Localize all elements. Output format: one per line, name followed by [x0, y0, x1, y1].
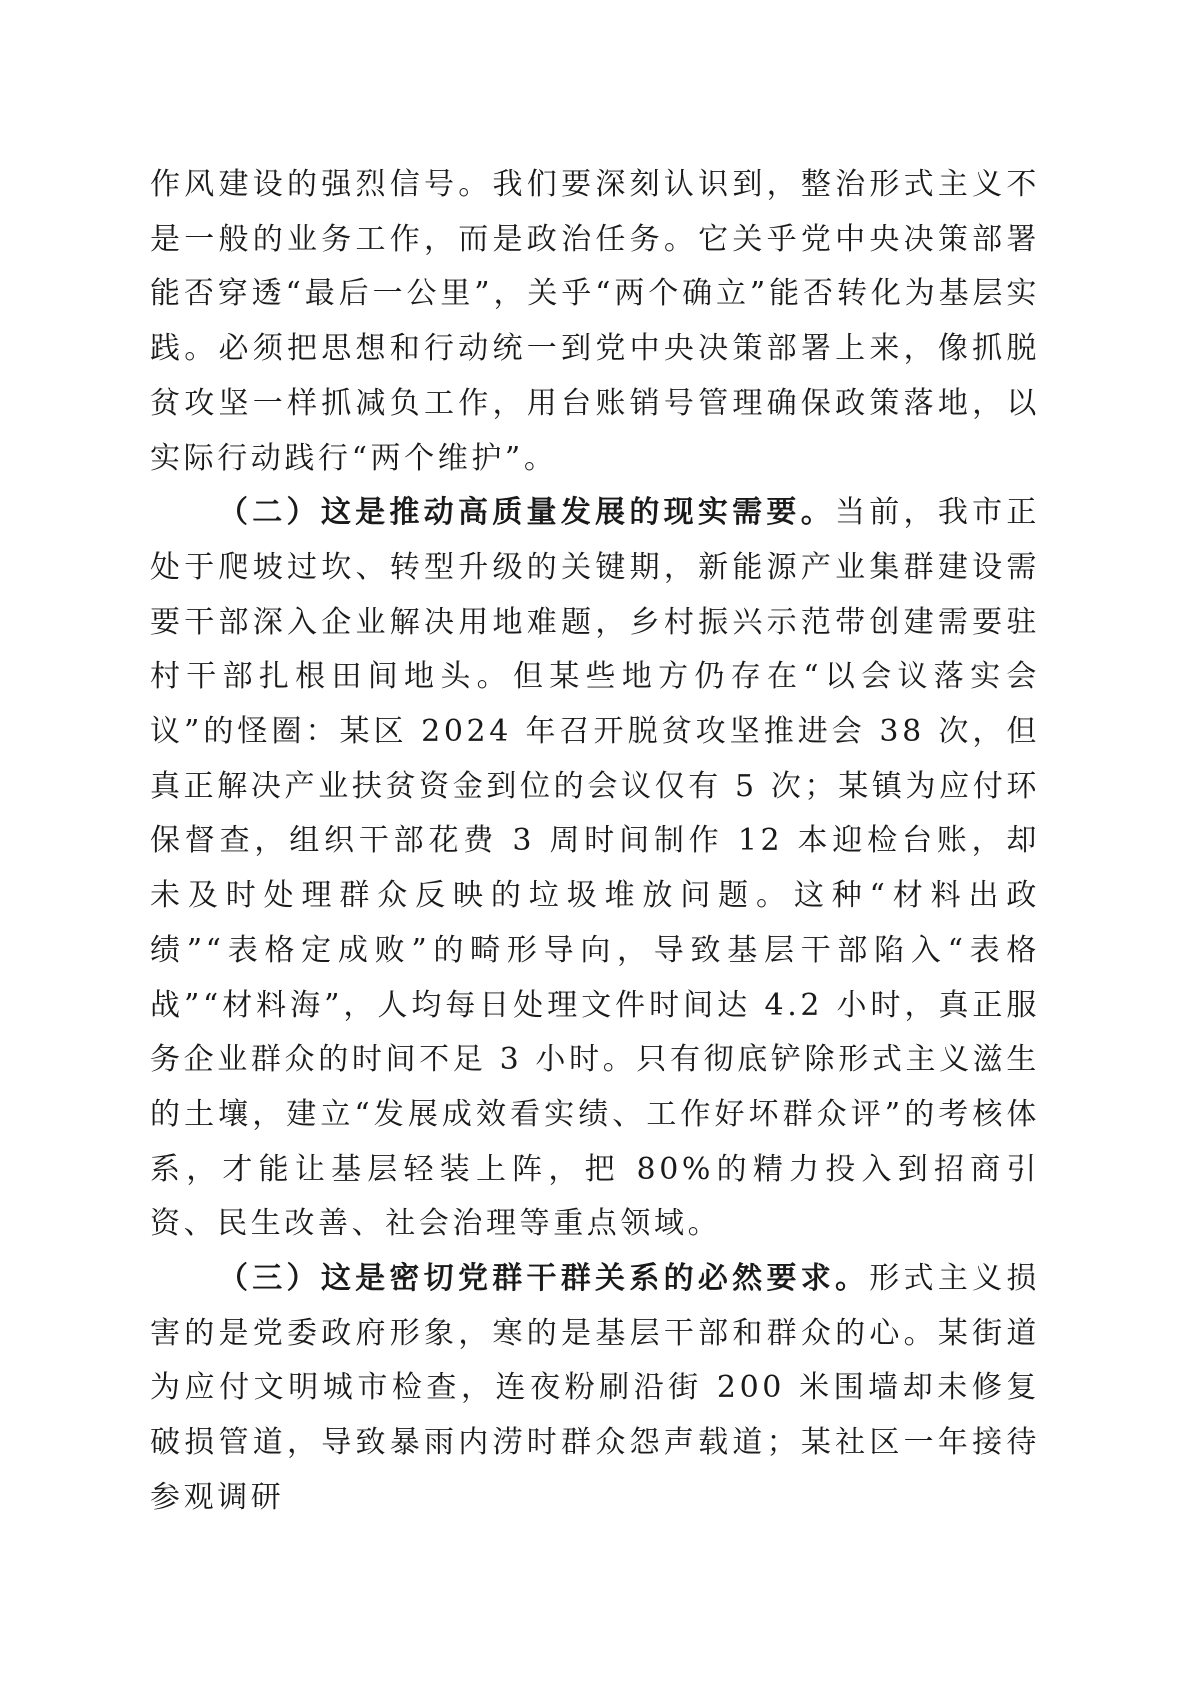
paragraph-body: 当前，我市正处于爬坡过坎、转型升级的关键期，新能源产业集群建设需要干部深入企业解决用地难题，乡村振兴示范带创建需要驻村干部扎根田间地头。但某些地方仍存在“以会议落实会议”的怪圈：某区 2024 年召开脱贫攻坚推进会 38 次，但真正解决产业扶贫资金到位的会议仅有 5 次；某镇为应付环保督查，组织干部花费 3 周时间制作 12 本迎检台账，却未及时处理群众反映的垃圾堆放问题。这种“材料出政绩”“表格定成败”的畸形导向，导致基层干部陷入“表格战”“材料海”，人均每日处理文件时间达 4.2 小时，真正服务企业群众的时间不足 3 小时。只有彻底铲除形式主义滋生的土壤，建立“发展成效看实绩、工作好坏群众评”的考核体系，才能让基层轻装上阵，把 80%的精力投入到招商引资、民生改善、社会治理等重点领域。	[150, 495, 1040, 1242]
paragraph-section-two	[150, 486, 1040, 1252]
section-heading: （二）这是推动高质量发展的现实需要。	[218, 495, 835, 531]
paragraph-body: 作风建设的强烈信号。我们要深刻认识到，整治形式主义不是一般的业务工作，而是政治任务。它关乎党中央决策部署能否穿透“最后一公里”，关乎“两个确立”能否转化为基层实践。必须把思想和行动统一到党中央决策部署上来，像抓脱贫攻坚一样抓减负工作，用台账销号管理确保政策落地，以实际行动践行“两个维护”。	[150, 167, 1040, 476]
paragraph-section-three	[150, 1252, 1040, 1526]
section-heading: （三）这是密切党群干群关系的必然要求。	[218, 1261, 870, 1297]
paragraph-continued	[150, 158, 1040, 486]
paragraph-body: 形式主义损害的是党委政府形象，寒的是基层干部和群众的心。某街道为应付文明城市检查，连夜粉刷沿街 200 米围墙却未修复破损管道，导致暴雨内涝时群众怨声载道；某社区一年接待参观调研	[150, 1261, 1040, 1515]
document-body	[150, 158, 1040, 1526]
